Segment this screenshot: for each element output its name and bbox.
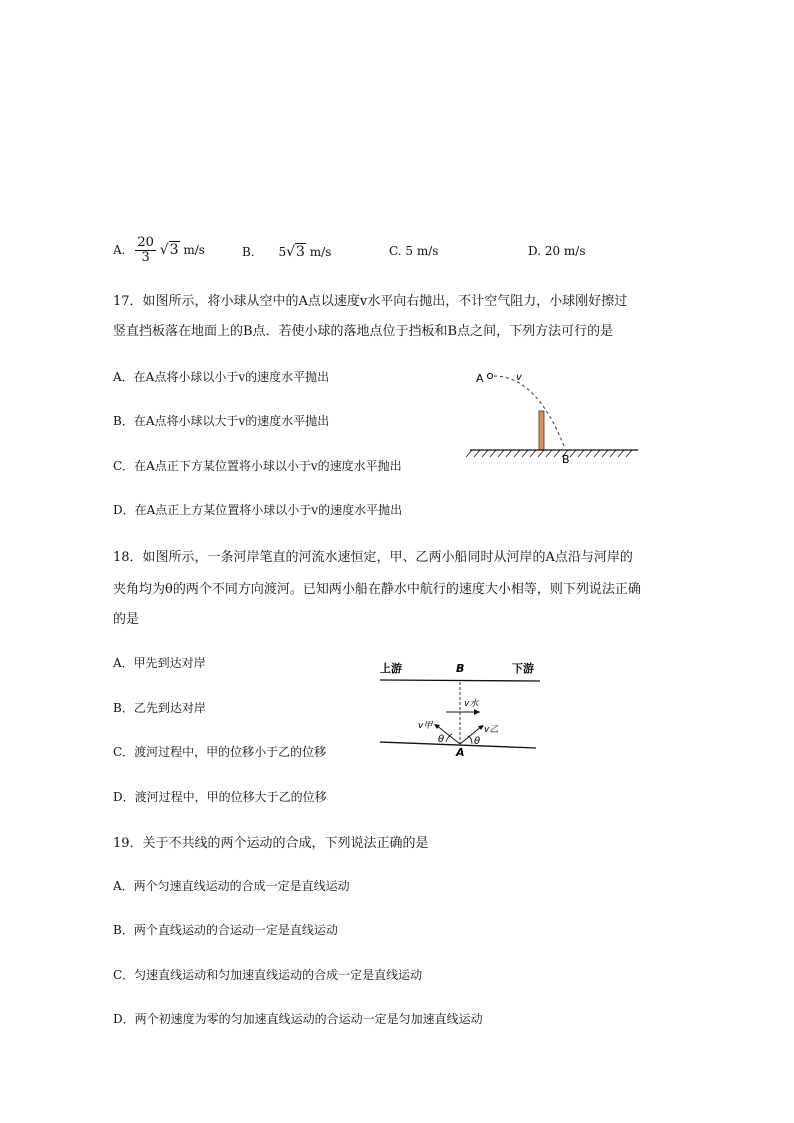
q16-option-a: A. $\frac{20}{3}$ √3 m/s [113, 235, 205, 265]
hatch-mark [586, 450, 592, 457]
hatch-mark [546, 450, 552, 457]
hatch-mark [570, 450, 576, 457]
point-b-label: B [562, 453, 570, 466]
v-jia-label: v甲 [418, 721, 433, 731]
hatch-mark [554, 450, 560, 457]
upstream-label: 上游 [380, 662, 402, 675]
q18-stem-line2: 夹角均为θ的两个不同方向渡河。已知两小船在静水中航行的速度大小相等，则下列说法正确 [113, 582, 641, 597]
hatch-mark [514, 450, 520, 457]
barrier-board [539, 411, 544, 450]
sqrt-expression: √3 [159, 242, 179, 258]
far-bank-line [380, 680, 540, 681]
trajectory-path [494, 376, 564, 446]
downstream-label: 下游 [512, 662, 534, 675]
sqrt-expression: √3 [286, 244, 305, 260]
q19-stem: 19．关于不共线的两个运动的合成，下列说法正确的是 [113, 836, 429, 851]
hatch-mark [578, 450, 584, 457]
q18-stem-line1: 18．如图所示，一条河岸笔直的河流水速恒定，甲、乙两小船同时从河岸的A点沿与河岸的 [113, 550, 633, 565]
q17-stem-line2: 竖直挡板落在地面上的B点．若使小球的落地点位于挡板和B点之间，下列方法可行的是 [113, 324, 614, 339]
hatch-mark [538, 450, 544, 457]
q16-option-b: B. 5√3 m/s [242, 244, 332, 260]
q17-option-d: D．在A点正上方某位置将小球以小于v的速度水平抛出 [113, 503, 403, 517]
q19-option-b: B．两个直线运动的合运动一定是直线运动 [113, 923, 338, 937]
theta-right-label: θ [474, 736, 481, 747]
arrowhead-icon [474, 709, 480, 715]
hatch-mark [522, 450, 528, 457]
q17-option-b: B．在A点将小球以大于v的速度水平抛出 [113, 414, 330, 428]
q18-stem-line3: 的是 [113, 612, 140, 627]
q19-option-d: D．两个初速度为零的匀加速直线运动的合运动一定是匀加速直线运动 [113, 1012, 483, 1026]
q18-option-b: B．乙先到达对岸 [113, 701, 206, 715]
point-b-label: B [456, 662, 465, 675]
hatch-mark [594, 450, 600, 457]
hatch-mark [490, 450, 496, 457]
point-a-label: A [456, 746, 465, 759]
q18-option-c: C．渡河过程中，甲的位移小于乙的位移 [113, 745, 327, 759]
hatch-mark [474, 450, 480, 457]
q17-option-a: A．在A点将小球以小于v的速度水平抛出 [113, 370, 330, 384]
q18-figure [376, 656, 546, 760]
q19-option-a: A．两个匀速直线运动的合成一定是直线运动 [113, 879, 350, 893]
hatch-mark [498, 450, 504, 457]
ball-icon [487, 373, 492, 378]
point-a-label: A [476, 372, 484, 385]
hatch-mark [482, 450, 488, 457]
velocity-label: v [516, 372, 522, 383]
q17-figure [466, 364, 646, 468]
hatch-mark [610, 450, 616, 457]
q19-option-c: C．匀速直线运动和匀加速直线运动的合成一定是直线运动 [113, 968, 423, 982]
v-yi-label: v乙 [484, 725, 499, 735]
hatch-mark [506, 450, 512, 457]
fraction: $\frac{20}{3}$ [137, 235, 154, 265]
arrowhead-icon [434, 724, 440, 729]
q16-option-c: C. 5 m/s [389, 244, 439, 258]
q17-stem-line1: 17．如图所示，将小球从空中的A点以速度v水平向右抛出，不计空气阻力，小球刚好擦过 [113, 294, 628, 309]
q18-option-d: D．渡河过程中，甲的位移大于乙的位移 [113, 790, 327, 804]
hatch-mark [618, 450, 624, 457]
hatch-mark [530, 450, 536, 457]
hatch-mark [626, 450, 632, 457]
q16-option-d: D. 20 m/s [528, 244, 586, 258]
hatch-mark [602, 450, 608, 457]
theta-left-label: θ [438, 734, 445, 745]
water-velocity-label: v水 [464, 699, 479, 709]
q17-option-c: C．在A点正下方某位置将小球以小于v的速度水平抛出 [113, 459, 402, 473]
ground-hatching [466, 450, 632, 457]
q18-option-a: A．甲先到达对岸 [113, 656, 206, 670]
hatch-mark [466, 450, 472, 457]
